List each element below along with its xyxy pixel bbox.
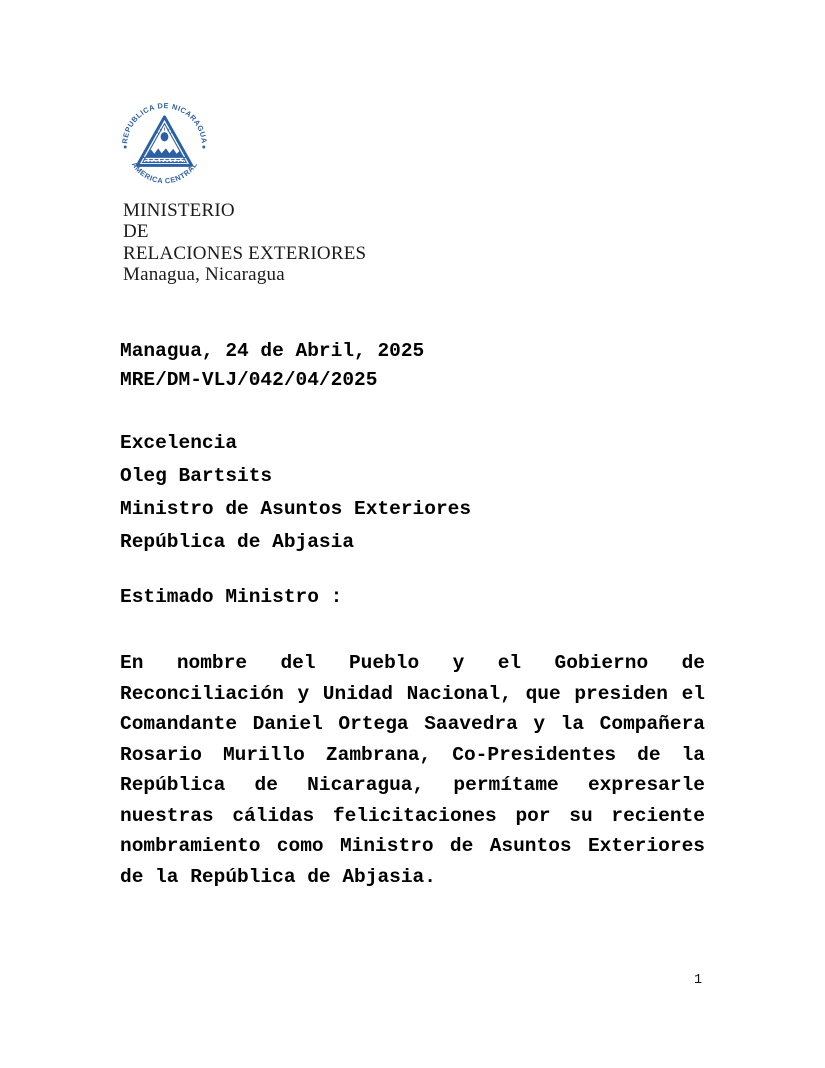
seal-left-dot (124, 146, 127, 149)
recipient-honorific: Excelencia (120, 432, 238, 454)
body-line: República de Nicaragua, permítame expresarle (120, 774, 705, 796)
seal-right-dot (202, 146, 205, 149)
recipient-country: República de Abjasia (120, 531, 355, 553)
ministry-city-line: Managua, Nicaragua (123, 263, 285, 285)
recipient-title: Ministro de Asuntos Exteriores (120, 498, 472, 520)
salutation: Estimado Ministro : (120, 586, 343, 608)
volcanoes-icon (146, 148, 184, 157)
ministry-line: DE (123, 221, 149, 243)
seal-volcanoes-group (146, 132, 184, 157)
page-number: 1 (694, 973, 703, 988)
seal-top-text: REPUBLICA DE NICARAGUA (120, 101, 209, 145)
body-line: En nombre del Pueblo y el Gobierno de (120, 652, 705, 674)
body-line: nuestras cálidas felicitaciones por su reciente (120, 804, 705, 827)
body-paragraph (120, 648, 705, 892)
reference-number: MRE/DM-VLJ/042/04/2025 (120, 369, 378, 391)
body-line: Rosario Murillo Zambrana, Co-Presidentes de la (120, 743, 705, 766)
body-line: de la República de Abjasia. (120, 865, 436, 888)
date-line: Managua, 24 de Abril, 2025 (120, 340, 425, 362)
recipient-name: Oleg Bartsits (120, 465, 273, 487)
seal-bottom-text: AMERICA CENTRAL (129, 160, 200, 186)
body-line: Comandante Daniel Ortega Saavedra y la Compañera (120, 713, 705, 735)
body-line: nombramiento como Ministro de Asuntos Exteriores (120, 835, 705, 857)
ministry-letterhead (123, 200, 366, 285)
body-line: Reconciliación y Unidad Nacional, que presiden el (120, 682, 705, 705)
phrygian-cap-icon (161, 132, 169, 141)
seal-water-lines (142, 157, 187, 161)
date-reference-block (120, 337, 424, 395)
nicaragua-seal-icon (116, 97, 213, 194)
ministry-line: RELACIONES EXTERIORES (123, 242, 367, 264)
recipient-block (120, 427, 471, 559)
ministry-line: MINISTERIO (123, 200, 235, 221)
